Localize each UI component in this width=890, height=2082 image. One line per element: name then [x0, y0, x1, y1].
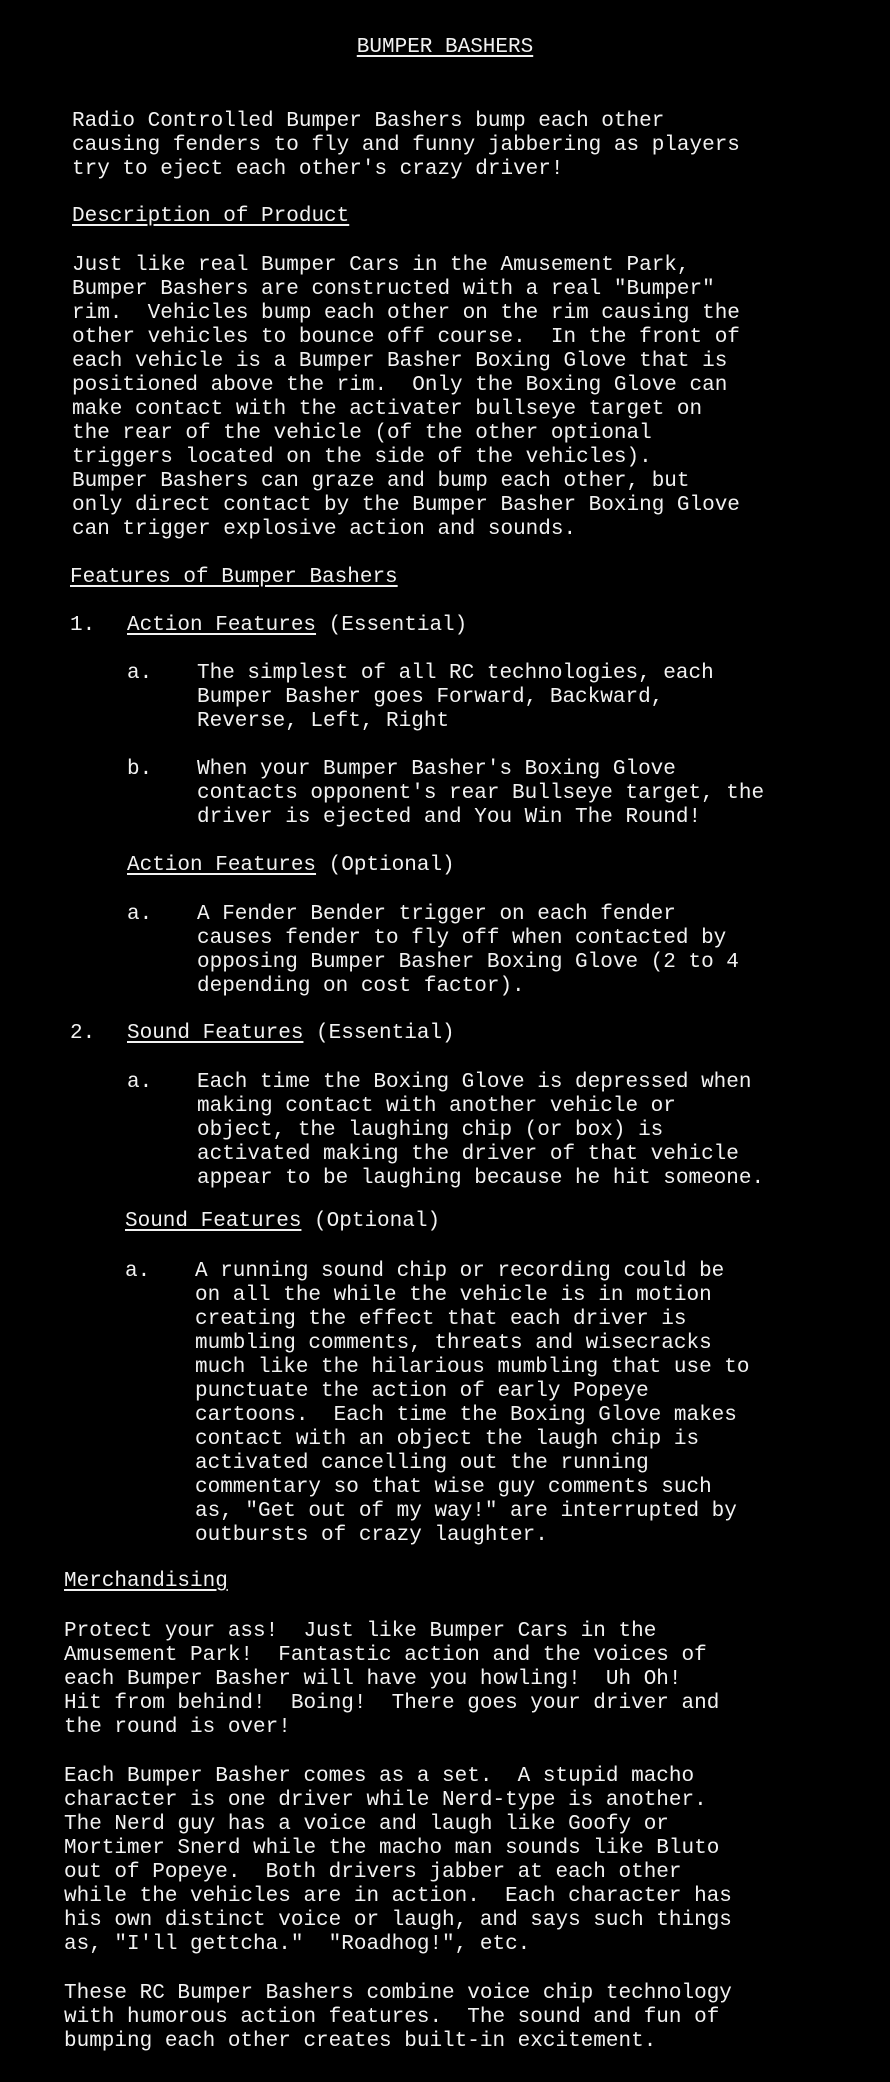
text-line: object, the laughing chip (or box) is [197, 1119, 664, 1142]
text-line: as, "I'll gettcha." "Roadhog!", etc. [64, 1933, 531, 1956]
page-title: BUMPER BASHERS [356, 36, 534, 59]
text-line: cartoons. Each time the Boxing Glove makes [195, 1404, 737, 1427]
feature-subheading [127, 854, 455, 878]
text-line: much like the hilarious mumbling that use to [195, 1356, 750, 1379]
text-line: out of Popeye. Both drivers jabber at each other [64, 1861, 682, 1884]
text-line: The simplest of all RC technologies, each [197, 662, 714, 685]
text-line: Reverse, Left, Right [197, 710, 450, 733]
item-letter: a. [127, 903, 153, 926]
text-line: contact with an object the laugh chip is [195, 1428, 700, 1451]
text-line: character is one driver while Nerd-type is another. [64, 1789, 707, 1812]
section-heading-description: Description of Product [72, 205, 350, 228]
text-line: When your Bumper Basher's Boxing Glove [197, 758, 676, 781]
text-line: activated making the driver of that vehicle [197, 1143, 739, 1166]
text-line: mumbling comments, threats and wisecracks [195, 1332, 712, 1355]
text-line: while the vehicles are in action. Each character has [64, 1885, 732, 1908]
text-line: as, "Get out of my way!" are interrupted by [195, 1500, 737, 1523]
text-line: opposing Bumper Basher Boxing Glove (2 to 4 [197, 951, 739, 974]
item-letter: a. [125, 1260, 151, 1283]
text-line: triggers located on the side of the vehicles). [72, 446, 652, 469]
text-line: causes fender to fly off when contacted by [197, 927, 727, 950]
text-line: causing fenders to fly and funny jabbering as players [72, 134, 740, 157]
text-line: on all the while the vehicle is in motion [195, 1284, 712, 1307]
text-line: make contact with the activater bullseye target on [72, 398, 703, 421]
text-line: The Nerd guy has a voice and laugh like Goofy or [64, 1813, 669, 1836]
text-line: only direct contact by the Bumper Basher Boxing Glove [72, 494, 740, 517]
section-number: 2. [70, 1022, 96, 1045]
text-line: Mortimer Snerd while the macho man sounds like Bluto [64, 1837, 720, 1860]
text-line: Protect your ass! Just like Bumper Cars in the [64, 1620, 657, 1643]
text-line: commentary so that wise guy comments such [195, 1476, 712, 1499]
text-line: depending on cost factor). [197, 975, 525, 998]
feature-qualifier: (Optional) [316, 854, 455, 877]
text-line: Bumper Basher goes Forward, Backward, [197, 686, 664, 709]
text-line: rim. Vehicles bump each other on the rim causing the [72, 302, 740, 325]
text-line: outbursts of crazy laughter. [195, 1524, 548, 1547]
feature-title: Sound Features [125, 1210, 302, 1233]
feature-title: Action Features [127, 614, 317, 637]
text-line: bumping each other creates built-in excitement. [64, 2030, 657, 2053]
text-line: A Fender Bender trigger on each fender [197, 903, 676, 926]
text-line: Just like real Bumper Cars in the Amusement Park, [72, 254, 690, 277]
section-heading-features: Features of Bumper Bashers [70, 566, 398, 589]
text-line: These RC Bumper Bashers combine voice chip technology [64, 1982, 732, 2005]
text-line: can trigger explosive action and sounds. [72, 518, 577, 541]
section-number: 1. [70, 614, 96, 637]
item-letter: a. [127, 662, 153, 685]
text-line: making contact with another vehicle or [197, 1095, 676, 1118]
feature-title: Sound Features [127, 1022, 304, 1045]
text-line: A running sound chip or recording could be [195, 1260, 725, 1283]
feature-qualifier: (Essential) [316, 614, 468, 637]
text-line: his own distinct voice or laugh, and says such things [64, 1909, 732, 1932]
section-heading-merchandising: Merchandising [64, 1570, 228, 1593]
text-line: Amusement Park! Fantastic action and the voices of [64, 1644, 707, 1667]
text-line: appear to be laughing because he hit someone. [197, 1167, 765, 1190]
text-line: Each time the Boxing Glove is depressed when [197, 1071, 752, 1094]
text-line: positioned above the rim. Only the Boxing Glove can [72, 374, 728, 397]
text-line: the rear of the vehicle (of the other optional [72, 422, 652, 445]
feature-qualifier: (Optional) [301, 1210, 441, 1233]
text-line: each vehicle is a Bumper Basher Boxing Glove that is [72, 350, 728, 373]
text-line: contacts opponent's rear Bullseye target, the [197, 782, 765, 805]
text-line: Radio Controlled Bumper Bashers bump each other [72, 110, 665, 133]
feature-subheading [125, 1210, 440, 1234]
feature-subheading [127, 1022, 455, 1046]
feature-subheading [127, 614, 467, 638]
text-line: creating the effect that each driver is [195, 1308, 687, 1331]
text-line: activated cancelling out the running [195, 1452, 649, 1475]
text-line: Each Bumper Basher comes as a set. A stupid macho [64, 1765, 695, 1788]
item-letter: a. [127, 1071, 153, 1094]
text-line: the round is over! [64, 1716, 291, 1739]
feature-title: Action Features [127, 854, 317, 877]
text-line: try to eject each other's crazy driver! [72, 158, 564, 181]
text-line: Hit from behind! Boing! There goes your driver and [64, 1692, 720, 1715]
text-line: each Bumper Basher will have you howling! Uh Oh! [64, 1668, 682, 1691]
text-line: punctuate the action of early Popeye [195, 1380, 649, 1403]
text-line: Bumper Bashers are constructed with a real "Bumper" [72, 278, 715, 301]
text-line: driver is ejected and You Win The Round! [197, 806, 702, 829]
item-letter: b. [127, 758, 153, 781]
text-line: Bumper Bashers can graze and bump each other, but [72, 470, 690, 493]
text-line: other vehicles to bounce off course. In the front of [72, 326, 740, 349]
text-line: with humorous action features. The sound and fun of [64, 2006, 720, 2029]
feature-qualifier: (Essential) [303, 1022, 455, 1045]
